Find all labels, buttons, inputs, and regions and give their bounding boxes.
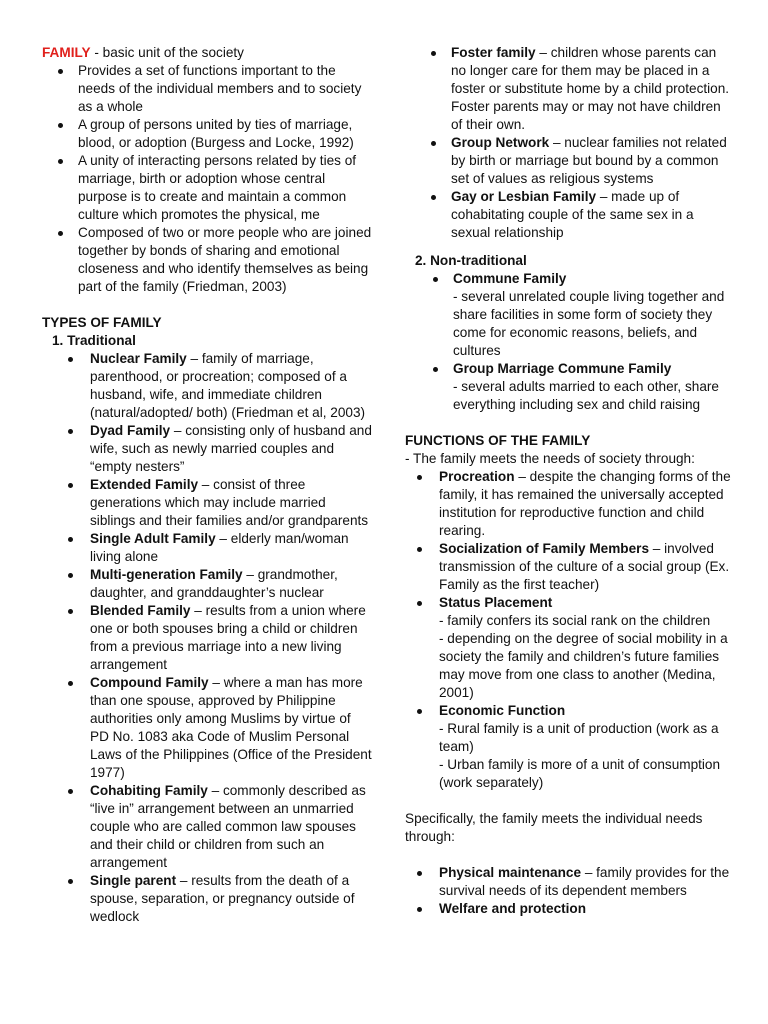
list-item: Commune Family - several unrelated couple living together and share facilities in some form of society they come for economic reasons, beliefs, and cultures [405,270,735,360]
nontraditional-list [405,270,735,414]
list-item: Group Network – nuclear families not related by birth or marriage but bound by a common set of values as religious systems [405,134,735,188]
types-heading: TYPES OF FAMILY [42,315,162,330]
list-item: Single Adult Family – elderly man/woman living alone [42,530,372,566]
list-item: Compound Family – where a man has more than one spouse, approved by Philippine authorities only among Muslims by virtue of PD No. 1083 aka Code of Muslim Personal Laws of the Philippines (Office of the President 1977) [42,674,372,782]
list-item: Multi-generation Family – grandmother, daughter, and granddaughter’s nuclear [42,566,372,602]
list-item: Nuclear Family – family of marriage, parenthood, or procreation; composed of a husband, wife, and immediate children (natural/adopted/ both) (Friedman et al, 2003) [42,350,372,422]
list-item: Extended Family – consist of three generations which may include married siblings and their families and/or grandparents [42,476,372,530]
family-term: FAMILY [42,45,91,60]
specifically-text: Specifically, the family meets the individual needs through: [405,811,703,844]
list-item: A unity of interacting persons related by ties of marriage, birth or adoption whose central purpose is to create and maintain a common culture which promotes the physical, me [42,152,372,224]
list-item: Economic Function - Rural family is a unit of production (work as a team) - Urban family is more of a unit of consumption (work separately) [405,702,735,792]
functions-intro: - The family meets the needs of society through: [405,451,695,466]
list-item: Gay or Lesbian Family – made up of cohabitating couple of the same sex in a sexual relationship [405,188,735,242]
list-item: Foster family – children whose parents can no longer care for them may be placed in a foster or substitute home by a child protection. Foster parents may or may not have children of their own. [405,44,735,134]
individual-needs-list [405,864,735,918]
family-def-text: - basic unit of the society [90,45,244,60]
functions-heading: FUNCTIONS OF THE FAMILY [405,433,591,448]
list-item: Dyad Family – consisting only of husband and wife, such as newly married couples and “empty nesters” [42,422,372,476]
functions-list [405,468,735,792]
left-column [42,44,372,926]
list-item: Group Marriage Commune Family - several adults married to each other, share everything including sex and child raising [405,360,735,414]
list-item: Blended Family – results from a union where one or both spouses bring a child or children from a previous marriage into a new living arrangement [42,602,372,674]
traditional-cont-list [405,44,735,242]
family-definition [42,44,372,62]
traditional-list [42,350,372,926]
list-item: Status Placement - family confers its social rank on the children - depending on the degree of social mobility in a society the family and children’s future families may move from one class to another (Medina, 2001) [405,594,735,702]
list-item: Welfare and protection [405,900,735,918]
list-item: Cohabiting Family – commonly described as “live in” arrangement between an unmarried couple who are called common law spouses and their child or children from such an arrangement [42,782,372,872]
traditional-label: 1. Traditional [52,333,136,348]
list-item: Provides a set of functions important to the needs of the individual members and to society as a whole [42,62,372,116]
nontraditional-label: 2. Non-traditional [415,253,527,268]
list-item: Physical maintenance – family provides for the survival needs of its dependent members [405,864,735,900]
family-bullet-list [42,62,372,296]
list-item: Socialization of Family Members – involved transmission of the culture of a social group (Ex. Family as the first teacher) [405,540,735,594]
list-item: Procreation – despite the changing forms of the family, it has remained the universally accepted institution for reproductive function and child rearing. [405,468,735,540]
right-column [405,44,735,918]
list-item: Composed of two or more people who are joined together by bonds of sharing and emotional closeness and who identify themselves as being part of the family (Friedman, 2003) [42,224,372,296]
list-item: A group of persons united by ties of marriage, blood, or adoption (Burgess and Locke, 1992) [42,116,372,152]
list-item: Single parent – results from the death of a spouse, separation, or pregnancy outside of wedlock [42,872,372,926]
